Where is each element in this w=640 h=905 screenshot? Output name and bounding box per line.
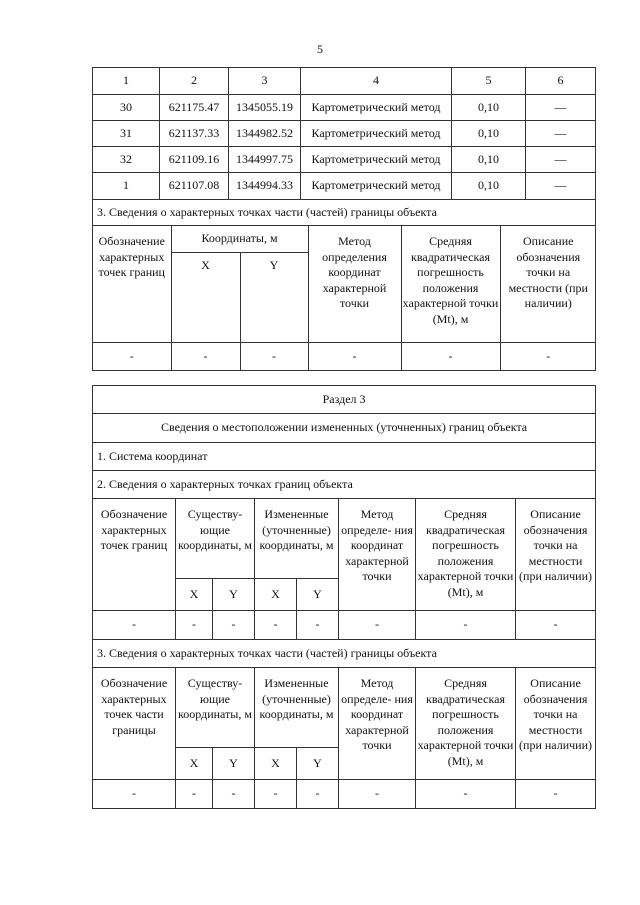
- description-cell: —: [526, 95, 596, 121]
- header-changed: Измененные (уточненные) координаты, м: [255, 668, 339, 748]
- empty-cell: -: [416, 780, 516, 809]
- table-row: [93, 95, 596, 121]
- x-cell: 621137.33: [160, 121, 229, 147]
- point-cell: 31: [93, 121, 160, 147]
- header-description: Описание обозначения точки на местности (при наличии): [516, 668, 596, 780]
- header-y: Y: [297, 579, 339, 611]
- column-number-row: [93, 68, 596, 95]
- empty-cell: -: [171, 343, 240, 370]
- subsection-title: 3. Сведения о характерных точках части (частей) границы объекта: [93, 200, 596, 226]
- empty-cell: -: [255, 780, 297, 809]
- header-method: Метод определе- ния координат характерной точки: [339, 668, 416, 780]
- header-changed: Измененные (уточненные) координаты, м: [255, 499, 339, 579]
- parts-header-table: [93, 226, 596, 342]
- empty-row: [93, 780, 596, 809]
- empty-cell: -: [93, 611, 176, 640]
- points-title: 2. Сведения о характерных точках границ объекта: [93, 471, 596, 499]
- header-method: Метод определе- ния координат характерной точки: [339, 499, 416, 611]
- header-x: X: [176, 579, 213, 611]
- header-y: Y: [213, 579, 255, 611]
- empty-cell: -: [516, 611, 596, 640]
- continuation-table: [92, 67, 596, 371]
- column-number: 2: [160, 68, 229, 95]
- table-row: [93, 147, 596, 173]
- header-existing: Существу- ющие координаты, м: [176, 668, 255, 748]
- section-subtitle: Сведения о местоположении измененных (уточненных) границ объекта: [93, 414, 596, 443]
- accuracy-cell: 0,10: [452, 147, 526, 173]
- empty-cell: -: [176, 611, 213, 640]
- empty-cell: -: [416, 611, 516, 640]
- header-x: X: [255, 748, 297, 780]
- header-designation: Обозначение характерных точек границ: [93, 499, 176, 611]
- accuracy-cell: 0,10: [452, 95, 526, 121]
- coord-system-title: 1. Система координат: [93, 443, 596, 471]
- parts-header-row: [93, 668, 596, 748]
- x-cell: 621109.16: [160, 147, 229, 173]
- header-description: Описание обозначения точки на местности (при наличии): [500, 226, 596, 342]
- method-cell: Картометрический метод: [301, 173, 452, 200]
- table-row: [93, 121, 596, 147]
- header-y: Y: [213, 748, 255, 780]
- method-cell: Картометрический метод: [301, 121, 452, 147]
- page-number: 5: [317, 42, 323, 56]
- empty-cell: -: [339, 780, 416, 809]
- y-cell: 1344994.33: [229, 173, 301, 200]
- empty-cell: -: [516, 780, 596, 809]
- empty-cell: -: [93, 343, 171, 370]
- empty-cell: -: [176, 780, 213, 809]
- section-title-row: [93, 386, 596, 414]
- y-cell: 1345055.19: [229, 95, 301, 121]
- empty-cell: -: [213, 611, 255, 640]
- table-row: [93, 173, 596, 200]
- parts-title-row: [93, 640, 596, 668]
- column-number: 6: [526, 68, 596, 95]
- empty-cell: -: [401, 343, 500, 370]
- header-accuracy: Средняя квадратическая погрешность положения характерной точки (Mt), м: [416, 499, 516, 611]
- point-cell: 32: [93, 147, 160, 173]
- method-cell: Картометрический метод: [301, 95, 452, 121]
- header-description: Описание обозначения точки на местности (при наличии): [516, 499, 596, 611]
- accuracy-cell: 0,10: [452, 173, 526, 200]
- description-cell: —: [526, 147, 596, 173]
- header-x: X: [255, 579, 297, 611]
- header-y: Y: [297, 748, 339, 780]
- column-number: 3: [229, 68, 301, 95]
- description-cell: —: [526, 121, 596, 147]
- points-title-row: [93, 471, 596, 499]
- parts-title: 3. Сведения о характерных точках части (частей) границы объекта: [93, 640, 596, 668]
- header-designation: Обозначение характерных точек границ: [93, 226, 171, 342]
- point-cell: 30: [93, 95, 160, 121]
- subsection-title-row: [93, 200, 596, 226]
- empty-cell: -: [255, 611, 297, 640]
- point-cell: 1: [93, 173, 160, 200]
- empty-cell: -: [297, 780, 339, 809]
- section-subtitle-row: [93, 414, 596, 443]
- header-x: X: [176, 748, 213, 780]
- section-title: Раздел 3: [93, 386, 596, 414]
- empty-cell: -: [93, 780, 176, 809]
- empty-cell: -: [500, 343, 596, 370]
- header-accuracy: Средняя квадратическая погрешность положения характерной точки (Mt), м: [401, 226, 500, 342]
- accuracy-cell: 0,10: [452, 121, 526, 147]
- y-cell: 1344982.52: [229, 121, 301, 147]
- x-cell: 621175.47: [160, 95, 229, 121]
- empty-row: [93, 343, 596, 371]
- header-existing: Существу- ющие координаты, м: [176, 499, 255, 579]
- header-method: Метод определения координат характерной точки: [308, 226, 401, 342]
- header-accuracy: Средняя квадратическая погрешность положения характерной точки (Mt), м: [416, 668, 516, 780]
- method-cell: Картометрический метод: [301, 147, 452, 173]
- header-coordinates: Координаты, м: [171, 226, 308, 252]
- empty-row: [93, 611, 596, 640]
- empty-cell: -: [213, 780, 255, 809]
- empty-cell: -: [240, 343, 308, 370]
- empty-cell: -: [308, 343, 401, 370]
- column-number: 1: [93, 68, 160, 95]
- description-cell: —: [526, 173, 596, 200]
- column-number: 5: [452, 68, 526, 95]
- header-x: X: [171, 252, 240, 342]
- section3-table: [92, 385, 596, 809]
- header-y: Y: [240, 252, 308, 342]
- y-cell: 1344997.75: [229, 147, 301, 173]
- points-header-row: [93, 499, 596, 579]
- empty-cell: -: [339, 611, 416, 640]
- header-designation-parts: Обозначение характерных точек части границы: [93, 668, 176, 780]
- x-cell: 621107.08: [160, 173, 229, 200]
- column-number: 4: [301, 68, 452, 95]
- empty-cell: -: [297, 611, 339, 640]
- coord-system-row: [93, 443, 596, 471]
